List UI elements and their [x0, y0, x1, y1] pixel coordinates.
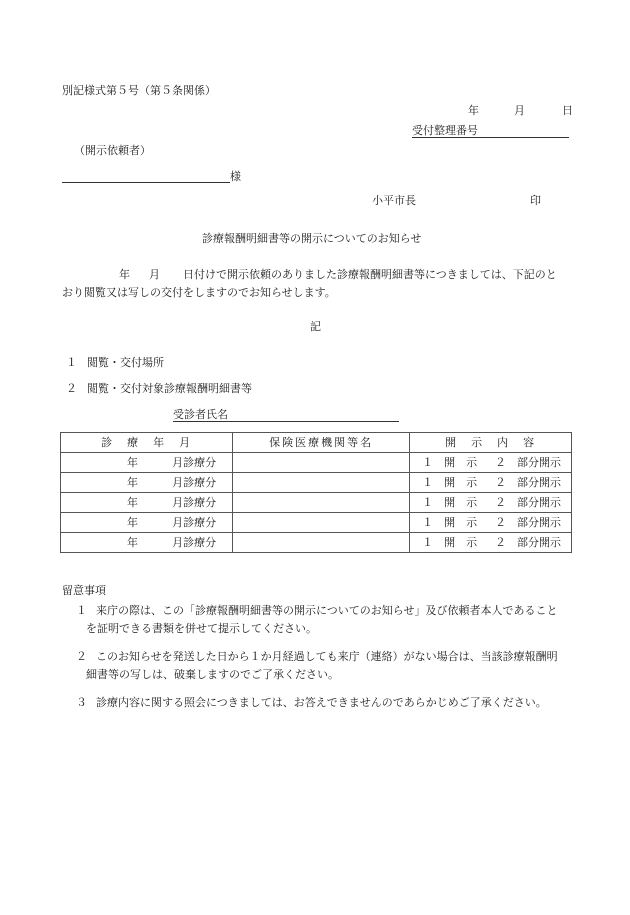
note-3-number: ３	[76, 696, 87, 709]
treatment-month-cell[interactable]: 年 月診療分	[61, 533, 233, 553]
disclosure-cell[interactable]: １ 開 示 ２ 部分開示	[410, 473, 572, 493]
item-2-text: 閲覧・交付対象診療報酬明細書等	[87, 382, 252, 395]
note-1-number: １	[76, 604, 87, 617]
honorific-sama: 様	[230, 170, 241, 183]
intro-text-line1: 日付けで開示依頼のありました診療報酬明細書等につきましては、下記のと	[183, 268, 557, 281]
institution-cell[interactable]	[233, 533, 410, 553]
institution-cell[interactable]	[233, 493, 410, 513]
intro-year: 年	[119, 268, 130, 281]
table-row	[61, 493, 572, 513]
date-month-label: 月	[514, 104, 525, 117]
institution-cell[interactable]	[233, 513, 410, 533]
disclosure-cell[interactable]: １ 開 示 ２ 部分開示	[410, 453, 572, 473]
reception-number-field[interactable]	[412, 124, 569, 138]
intro-text-line2: おり閲覧又は写しの交付をしますのでお知らせします。	[62, 286, 336, 299]
claims-table	[60, 432, 572, 553]
note-1-line2: を証明できる書類を併せて提示してください。	[86, 622, 317, 635]
intro-month: 月	[149, 268, 160, 281]
treatment-month-cell[interactable]: 年 月診療分	[61, 513, 233, 533]
disclosure-cell[interactable]: １ 開 示 ２ 部分開示	[410, 493, 572, 513]
date-day-label: 日	[562, 104, 573, 117]
item-1-number: １	[66, 356, 77, 369]
table-header-row	[61, 433, 572, 453]
table-row	[61, 453, 572, 473]
requester-name-line[interactable]	[62, 170, 241, 183]
seal-mark: 印	[530, 194, 541, 207]
ki-heading: 記	[310, 320, 321, 333]
institution-cell[interactable]	[233, 473, 410, 493]
item-2-number: ２	[66, 382, 77, 395]
patient-name-field[interactable]	[173, 408, 399, 422]
note-3	[62, 694, 582, 712]
note-2	[62, 648, 582, 684]
note-2-line2: 細書等の写しは、破棄しますのでご了承ください。	[86, 668, 339, 681]
patient-name-label: 受診者氏名	[173, 408, 399, 422]
reception-number-label: 受付整理番号	[412, 124, 569, 138]
institution-cell[interactable]	[233, 453, 410, 473]
document-title: 診療報酬明細書等の開示についてのお知らせ	[202, 232, 422, 245]
note-3-line1: 診療内容に関する照会につきましては、お答えできませんのであらかじめご了承ください。	[96, 696, 547, 709]
note-1	[62, 602, 582, 638]
header-disclosure-content: 開 示 内 容	[410, 433, 572, 453]
treatment-month-cell[interactable]: 年 月診療分	[61, 493, 233, 513]
note-2-line1: このお知らせを発送した日から１か月経過しても来庁（連絡）がない場合は、当該診療報酬明	[96, 650, 558, 663]
note-1-line1: 来庁の際は、この「診療報酬明細書等の開示についてのお知らせ」及び依頼者本人であること	[96, 604, 558, 617]
issuer-title: 小平市長	[372, 194, 416, 207]
table-row	[61, 513, 572, 533]
header-institution-name: 保険医療機関等名	[233, 433, 410, 453]
table-row	[61, 533, 572, 553]
header-treatment-month: 診 療 年 月	[61, 433, 233, 453]
item-1-text: 閲覧・交付場所	[87, 356, 164, 369]
treatment-month-cell[interactable]: 年 月診療分	[61, 453, 233, 473]
treatment-month-cell[interactable]: 年 月診療分	[61, 473, 233, 493]
date-year-label: 年	[468, 104, 479, 117]
note-2-number: ２	[76, 650, 87, 663]
notes-heading: 留意事項	[62, 584, 106, 597]
requester-name-blank[interactable]	[62, 170, 230, 183]
form-identifier: 別記様式第５号（第５条関係）	[62, 84, 216, 97]
disclosure-cell[interactable]: １ 開 示 ２ 部分開示	[410, 533, 572, 553]
table-row	[61, 473, 572, 493]
disclosure-cell[interactable]: １ 開 示 ２ 部分開示	[410, 513, 572, 533]
requester-label: （開示依頼者）	[74, 144, 151, 157]
item-2	[66, 382, 252, 395]
item-1	[66, 356, 164, 369]
